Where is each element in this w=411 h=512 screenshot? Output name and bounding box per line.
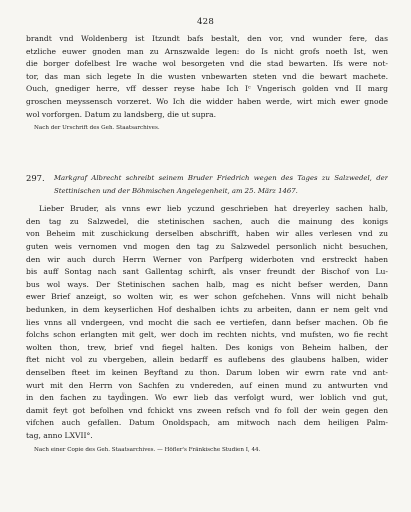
body-line: denselben fteet im keinen Beyftand zu thon. Darum loben wir ewrn rate vnd ant- bbox=[26, 367, 388, 377]
body-line: guten weis vernomen vnd mogen den tag zu Salzwedel personlich nicht besuchen, bbox=[26, 241, 388, 251]
continued-letter-block bbox=[26, 33, 388, 134]
body-line: bis auff Sontag nach sant Gallentag schirft, als vnser freundt der Bischof von Lu- bbox=[26, 267, 388, 277]
body-line: tag, anno LXVII°. bbox=[26, 430, 93, 440]
body-line: wurt mit den Herrn von Sachfen zu vndereden, auf einen mund zu antwurten vnd bbox=[26, 380, 388, 390]
heading-line: Markgraf Albrecht schreibt seinem Bruder Friedrich wegen des Tages zu Salzwedel, der bbox=[54, 174, 388, 182]
text-line: Ouch, gnediger herre, vff desser reyse habe Ich Iᶜ Vngerisch golden vnd II marg bbox=[26, 84, 388, 94]
body-line: den tag zu Salzwedel, die stetinischen sachen, auch die mainung des konigs bbox=[26, 216, 388, 226]
body-line: damit feyt got befolhen vnd fchickt vns zween refsch vnd fo foll der wein gegen den bbox=[26, 405, 388, 415]
text-line: die borger dofelbest Ire wache wol besorgeten vnd die stad bewarten. Ifs were not- bbox=[26, 59, 388, 69]
text-line: wol vorforgen. Datum zu landsberg, die ut supra. bbox=[26, 109, 217, 119]
document-heading bbox=[26, 172, 388, 185]
page-number: 428 bbox=[196, 17, 214, 27]
source-note: Nach der Urschrift des Geh. Staatsarchives. bbox=[34, 125, 160, 132]
heading-line: Stettinischen und der Böhmischen Angelegenheit, am 25. März 1467. bbox=[54, 186, 298, 195]
body-line: in den fachen zu tayd̈ingen. Wo ewr lieb das verfolgt wurd, wer loblich vnd gut, bbox=[26, 393, 388, 403]
body-line: folchs schon erlangten mit gelt, wer doch im rechten nichts, vnd mufsten, wo fie recht bbox=[26, 330, 388, 340]
body-line: vifchen auch gefallen. Datum Onoldspach, am mitwoch nach dem heiligen Palm- bbox=[26, 418, 388, 428]
body-line: von Beheim mit zuschickung derselben abschrifft, haben wir alles verlesen vnd zu bbox=[26, 229, 388, 239]
body-line: den wir auch durch Herrn Werner von Parfperg widerboten vnd erstreckt haben bbox=[26, 254, 388, 264]
body-line: wolten thon, trew, brief vnd fiegel halten. Des konigs von Beheim halben, der bbox=[26, 342, 388, 352]
text-line: brandt vnd Woldenberg ist Itzundt bafs bestalt, den vor, vnd wunder fere, das bbox=[26, 34, 388, 43]
body-line: bus wol ways. Der Stetinischen sachen halb, mag es nicht befser werden, Dann bbox=[26, 279, 388, 289]
body-line: ftet nicht vol zu vbergeben, allein bedarff es auflebens des glaubens halben, wider bbox=[26, 355, 388, 365]
document-297 bbox=[26, 172, 388, 456]
text-line: tor, das man sich legete In die wusten vnbewarten steten vnd die bewart machete. bbox=[26, 71, 388, 81]
body-line: bedunken, in dem keyserlichen Hof deshalben ichts zu arbeiten, dann er nem gelt vnd bbox=[26, 304, 388, 314]
body-line: ewer Brief anzeigt, so wolten wir, es wer schon gefchehen. Vnns will nicht behalb bbox=[26, 292, 388, 302]
text-line: groschen meyssensch vorzeret. Wo Ich die widder haben werde, wirt mich ewer gnode bbox=[26, 96, 388, 106]
document-number: 297. bbox=[26, 173, 45, 183]
text-line: etzliche euwer gnoden man zu Arnszwalde legen: do Is nicht grofs noeth Ist, wen bbox=[26, 46, 388, 56]
body-line: lies vnns all vndergeen, vnd mocht die sach ee vertiefen, dann befser machen. Ob fie bbox=[26, 317, 388, 327]
body-line: Lieber Bruder, als vnns ewr lieb yczund geschrieben hat dreyerley sachen halb, bbox=[39, 204, 388, 214]
source-note: Nach einer Copie des Geh. Staatsarchives. — Höfler's Fränkische Studien I, 44. bbox=[34, 447, 261, 454]
